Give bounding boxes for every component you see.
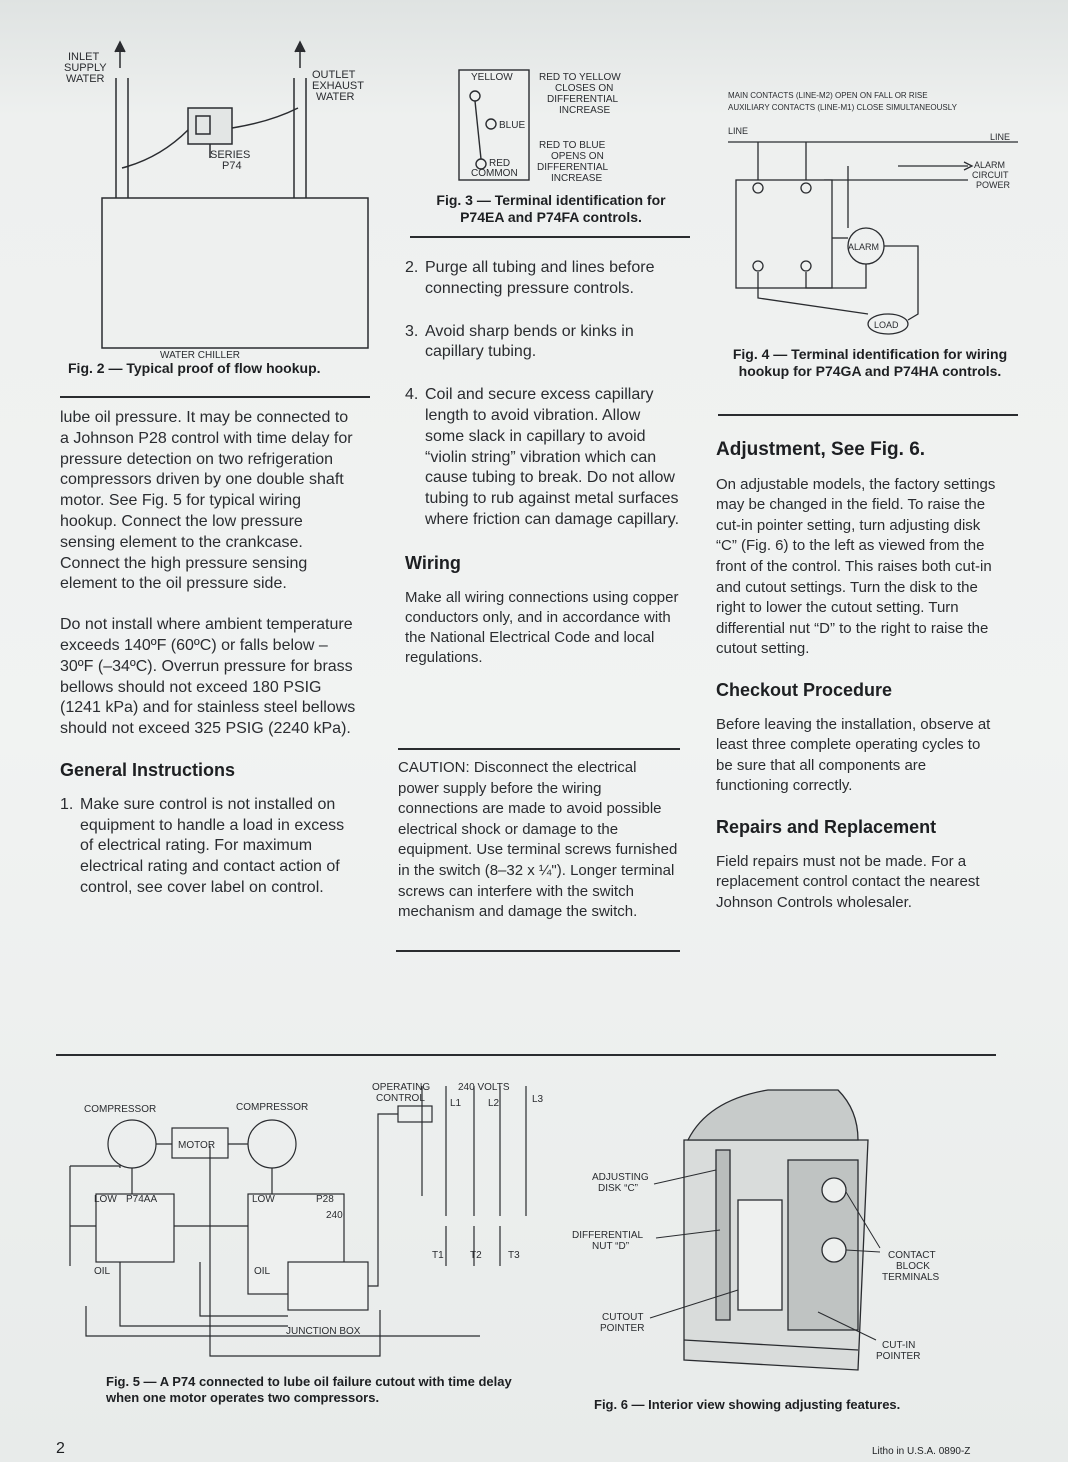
fig4-header1: MAIN CONTACTS (LINE-M2) OPEN ON FALL OR RISE xyxy=(728,91,928,100)
checkout-heading: Checkout Procedure xyxy=(716,679,893,700)
list-text: Purge all tubing and lines before connecting pressure controls. xyxy=(425,259,655,297)
fig5-l2: L2 xyxy=(488,1098,500,1109)
list-item xyxy=(405,258,680,300)
adjustment-paragraph: On adjustable models, the factory settings may be changed in the field. To raise the cut-in pointer setting, turn adjusting disk “C” (Fig. 6) to the left as viewed from the front of the control. This raises both cut-in and cutout settings. Turn the disk to the right to lower the cutout setting. Turn differential nut “D” to the right to raise the cutout setting. xyxy=(716,475,996,658)
fig2-caption: Fig. 2 — Typical proof of flow hookup. xyxy=(68,360,321,376)
fig6-svg xyxy=(572,1080,958,1380)
list-item xyxy=(405,322,680,364)
fig3-diagram xyxy=(455,66,655,196)
fig2-chiller-label: WATER CHILLER xyxy=(160,350,241,361)
fig5-svg xyxy=(60,1076,560,1376)
fig6-contact-block: CONTACT BLOCK TERMINALS xyxy=(882,1250,940,1283)
caution-bottom-rule xyxy=(396,950,680,952)
fig5-oil1: OIL xyxy=(94,1266,111,1277)
fig4-alarm-power: ALARM CIRCUIT POWER xyxy=(972,160,1011,190)
fig6-cutout-pointer: CUTOUT POINTER xyxy=(600,1312,645,1334)
fig5-motor: MOTOR xyxy=(178,1140,216,1151)
fig2-inlet-label: INLET SUPPLY WATER xyxy=(64,51,107,85)
fig4-load: LOAD xyxy=(874,320,899,330)
fig3-rule xyxy=(410,236,690,238)
caution-top-rule xyxy=(398,748,680,750)
adjustment-heading: Adjustment, See Fig. 6. xyxy=(716,439,926,460)
repairs-paragraph: Field repairs must not be made. For a replacement control contact the nearest Johnson Controls wholesaler. xyxy=(716,852,980,911)
fig3-note1: RED TO YELLOW CLOSES ON DIFFERENTIAL INCREASE xyxy=(539,72,621,116)
fig5-t3: T3 xyxy=(508,1250,520,1261)
checkout-paragraph: Before leaving the installation, observe at least three complete operating cycles to be sure that all components are functioning correctly. xyxy=(716,715,991,795)
fig3-blue: BLUE xyxy=(499,120,526,131)
fig2-series-label: SERIES P74 xyxy=(210,149,251,172)
fig6-differential-nut: DIFFERENTIAL NUT “D” xyxy=(572,1230,644,1252)
fig4-line-right: LINE xyxy=(990,132,1011,142)
fig2-diagram xyxy=(60,38,380,368)
fig4-caption: Fig. 4 — Terminal identification for wiring hookup for P74GA and P74HA controls. xyxy=(732,346,1008,379)
column-1 xyxy=(60,408,360,921)
fig3-red: RED xyxy=(489,158,511,169)
fig4-rule xyxy=(718,414,1018,416)
fig6-caption: Fig. 6 — Interior view showing adjusting features. xyxy=(594,1397,901,1412)
fig5-t1: T1 xyxy=(432,1250,444,1261)
column-3 xyxy=(716,434,996,933)
fig3-note2: RED TO BLUE OPENS ON DIFFERENTIAL INCREASE xyxy=(537,140,609,184)
repairs-heading: Repairs and Replacement xyxy=(716,816,937,837)
lube-oil-paragraph: lube oil pressure. It may be connected to a Johnson P28 control with time delay for pressure detection on two refrigeration compressors driven by one double shaft motor. See Fig. 5 for typical wiring hookup. Connect the low pressure sensing element to the crankcase. Connect the high pressure sensing element to the oil pressure side. xyxy=(60,409,353,593)
fig4-alarm: ALARM xyxy=(848,242,880,252)
fig3-yellow: YELLOW xyxy=(471,72,513,83)
fig3-caption: Fig. 3 — Terminal identification for P74EA and P74FA controls. xyxy=(436,192,666,225)
list-item xyxy=(405,385,680,531)
fig4-header2: AUXILIARY CONTACTS (LINE-M1) CLOSE SIMULTANEOUSLY xyxy=(728,103,957,112)
list-text: Make sure control is not installed on equipment to handle a load in excess of electrical rating. For maximum electrical rating and contact action of control, see cover label on control. xyxy=(80,795,345,896)
fig5-volts: 240 VOLTS xyxy=(458,1082,510,1093)
list-text: Coil and secure excess capillary length to avoid vibration. Allow some slack in capillary to avoid “violin string” vibration which can cause tubing to break. Do not allow tubing to rub against metal surfaces where friction can damage capillary. xyxy=(425,386,680,528)
fig5-oil2: OIL xyxy=(254,1266,271,1277)
fig4-line-left: LINE xyxy=(728,126,749,136)
fig6-adjusting-disk: ADJUSTING DISK “C” xyxy=(592,1172,649,1194)
page-number: 2 xyxy=(56,1440,65,1457)
general-instructions-list xyxy=(60,795,360,899)
fig5-l3: L3 xyxy=(532,1094,544,1105)
fig2-rule xyxy=(60,396,370,398)
bottom-section-rule xyxy=(56,1054,996,1056)
list-number: 3. xyxy=(405,322,419,340)
column-2 xyxy=(405,258,680,688)
fig6-cutin-pointer: CUT-IN POINTER xyxy=(876,1340,921,1362)
wiring-heading: Wiring xyxy=(405,552,461,573)
fig5-junction: JUNCTION BOX xyxy=(286,1326,361,1337)
water-chiller-box xyxy=(102,198,368,348)
fig5-t2: T2 xyxy=(470,1250,482,1261)
list-number: 2. xyxy=(405,259,419,276)
fig6-diagram xyxy=(572,1080,958,1380)
litho-note: Litho in U.S.A. 0890-Z xyxy=(872,1446,971,1457)
fig4-diagram xyxy=(728,88,1018,338)
fig5-p74aa: P74AA xyxy=(126,1194,158,1205)
caution-block xyxy=(398,758,678,943)
fig4-svg xyxy=(728,88,1018,338)
fig5-p28: P28 xyxy=(316,1194,334,1205)
list-number: 4. xyxy=(405,386,419,404)
fig5-low1: LOW xyxy=(94,1194,117,1205)
fig3-svg xyxy=(455,66,655,196)
fig2-outlet-label: OUTLET EXHAUST WATER xyxy=(312,69,364,103)
wiring-paragraph: Make all wiring connections using copper conductors only, and in accordance with the National Electrical Code and local regulations. xyxy=(405,588,679,666)
caution-paragraph: CAUTION: Disconnect the electrical power supply before the wiring connections are made to avoid possible electrical shock or damage to the equipment. Use terminal screws furnished in the switch (8–32 x ¼"). Longer terminal screws can interfere with the switch mechanism and damage the switch. xyxy=(398,759,678,921)
fig5-compressor1: COMPRESSOR xyxy=(84,1104,157,1115)
list-text: Avoid sharp bends or kinks in capillary tubing. xyxy=(425,322,634,361)
fig2-svg xyxy=(60,38,380,368)
fig5-caption: Fig. 5 — A P74 connected to lube oil failure cutout with time delay when one motor operates two compressors. xyxy=(106,1374,512,1405)
list-item xyxy=(60,795,360,899)
temperature-paragraph: Do not install where ambient temperature exceeds 140ºF (60ºC) or falls below –30ºF (–34ºC). Overrun pressure for brass bellows should not exceed 180 PSIG (1241 kPa) and for stainless steel bellows should not exceed 325 PSIG (2240 kPa). xyxy=(60,616,356,738)
fig3-common: COMMON xyxy=(471,168,518,179)
list-number: 1. xyxy=(60,795,74,813)
general-instructions-heading: General Instructions xyxy=(60,759,236,780)
fig5-l1: L1 xyxy=(450,1098,462,1109)
instructions-list-continued xyxy=(405,258,680,531)
fig5-compressor2: COMPRESSOR xyxy=(236,1102,309,1113)
fig5-operating-control: OPERATING CONTROL xyxy=(372,1082,431,1104)
fig5-diagram xyxy=(60,1076,560,1376)
fig5-low2: LOW xyxy=(252,1194,275,1205)
fig5-p28-240: 240 xyxy=(326,1210,343,1221)
